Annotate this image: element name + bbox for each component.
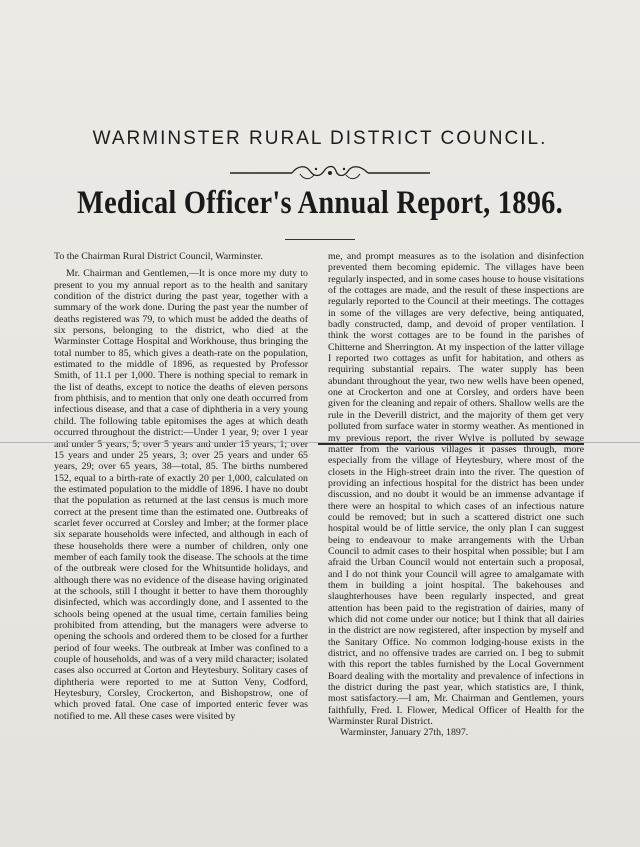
- title-divider: [285, 239, 355, 240]
- right-column-text: me, and prompt measures as to the isolation and disinfection prevented them becoming epidemic. The villages have been regularly inspected, and in some cases house to house visitations of the cottages are made, and the result of these inspections are regularly reported to the Council at their meetings. The cottages in some of the villages are very defective, being antiquated, badly constructed, damp, and devoid of proper ventilation. I think the worst cottages are to be found in the parishes of Chitterne and Sherrington. At my inspection of the latter village I reported two cottages as unfit for habitation, and others as requiring substantial repairs. The water supply has been abundant throughout the year, two new wells have been opened, one at Crockerton and one at Corsley, and orders have been given for the cleaning and repair of others. Shallow wells are the rule in the Deverill district, and the majority of them get very polluted from surface water in stormy weather. As mentioned in my previous report, the river Wylye is polluted by sewage matter from the various villages it passes through, more especially from the village of Heytesbury, where most of the closets in the High-street drain into the river. The question of providing an infectious hospital for the district has been under discussion, and no doubt it would be an immense advantage if there were an hospital to which cases of an infectious nature could be removed; but in such a scattered district one such hospital would be of little service, the only plan I can suggest being to endeavour to make arrangements with the Urban Council to admit cases to their hospital when possible; but I am afraid the Urban Council would not entertain such a proposal, and I do not think your Council will agree to amalgamate with them in building a joint hospital. The bakehouses and slaughterhouses have been regularly inspected, and great attention has been paid to the registration of dairies, many of which did not come under our notice; but I think that all dairies in the district are now registered, after inspection by myself and the Sanitary Office. No common lodging-house exists in the district, and no offensive trades are carried on. I beg to submit with this report the tables furnished by the Local Government Board dealing with the mortality and prevalence of infections in the district during the past year, which statistics are, I think, most satisfactory.—I am, Mr. Chairman and Gentlemen, yours faithfully, Fred. I. Flower, Medical Officer of Health for the Warminster Rural District.: [328, 251, 584, 728]
- dateline: Warminster, January 27th, 1897.: [340, 727, 469, 739]
- scroll-ornament: [230, 163, 430, 183]
- report-left-column: [54, 251, 308, 722]
- council-heading: WARMINSTER RURAL DISTRICT COUNCIL.: [92, 128, 548, 149]
- report-right-column: [328, 251, 584, 739]
- report-title: Medical Officer's Annual Report, 1896.: [77, 185, 563, 221]
- page-fold-seam: [0, 442, 640, 446]
- left-column-text: Mr. Chairman and Gentlemen,—It is once more my duty to present to you my annual report as to the health and sanitary condition of the district during the past year, together with a summary of the work done. During the past year the number of deaths registered was 79, to which must be added the deaths of six persons, belonging to the district, who died at the Warminster Cottage Hospital and Workhouse, thus bringing the total number to 85, which gives a death-rate on the population, estimated to the middle of 1896, as requested by Professor Smith, of 11.1 per 1,000. There is nothing special to remark in the list of deaths, except to notice the deaths of eleven persons from phthisis, and to mention that only one death occurred from infectious disease, and that a case of diphtheria in a very young child. The following table epitomises the ages at which death occurred throughout the district:—Under 1 year, 9; over 1 year and under 5 years, 5; over 5 years and under 15 years, 1; over 15 years and under 25 years, 3; over 25 years and under 65 years, 29; over 65 years, 38—total, 85. The births numbered 152, equal to a birth-rate of exactly 20 per 1,000, calculated on the estimated population to the middle of 1896. I have no doubt that the population as returned at the last census is much more correct at the present time than the estimated one. Outbreaks of scarlet fever occurred at Corsley and Imber; at the former place six separate households were infected, and although in each of these households there were a number of children, only one member of each family took the disease. The schools at the time of the outbreak were closed for the Whitsuntide holidays, and although there was no evidence of the disease having originated at the schools, still I thought it better to have them thoroughly disinfected, which was accordingly done, and I assented to the schools being opened at the usual time, certain families being prohibited from attending, but the managers were adverse to opening the schools and ordered them to be closed for a further period of four weeks. The outbreak at Imber was confined to a couple of households, and was of a very mild character; isolated cases also occurred at Corton and Heytesbury. Solitary cases of diphtheria were reported to me at Sutton Veny, Codford, Heytesbury, Corsley, Crockerton, and Bishopstrow, one of which proved fatal. One case of imported enteric fever was notified to me. All these cases were visited by: [54, 268, 308, 722]
- salutation: To the Chairman Rural District Council, Warminster.: [54, 251, 263, 262]
- fold-ink-rule: [318, 443, 584, 445]
